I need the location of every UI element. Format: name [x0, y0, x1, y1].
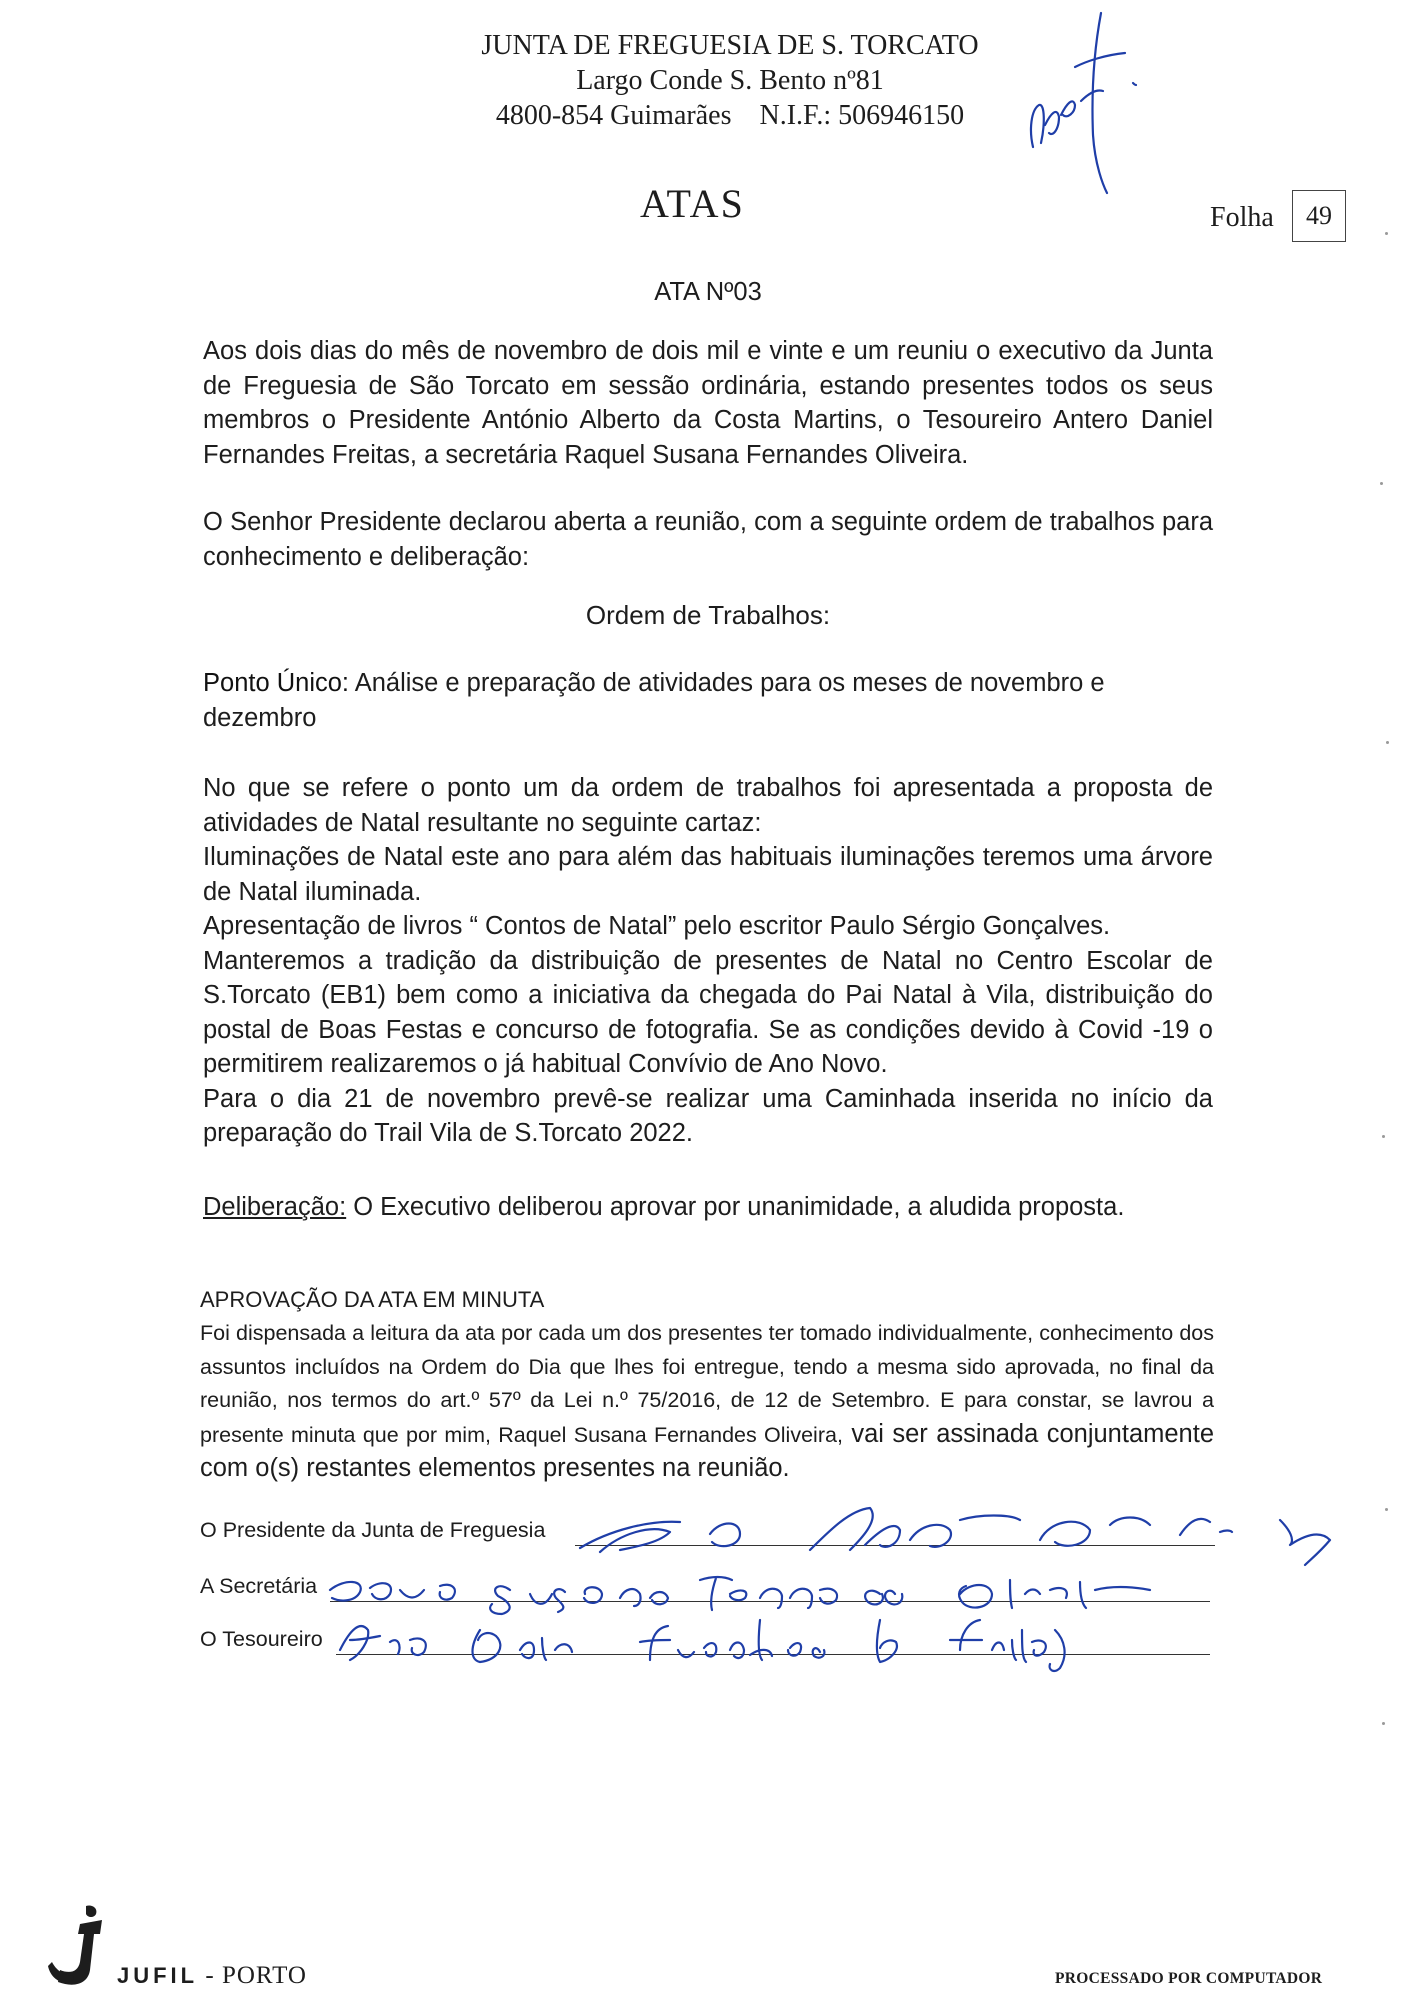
agenda-point-label: Ponto Único: [203, 669, 350, 697]
book-title: ATAS [640, 181, 745, 226]
folha-number: 49 [1292, 190, 1346, 242]
margin-speck [1382, 1722, 1385, 1725]
handwritten-signatures [320, 1490, 1360, 1680]
letterhead-city-nif: 4800-854 Guimarães N.I.F.: 506946150 [495, 100, 965, 131]
minute-number: ATA Nº03 [654, 278, 762, 306]
intro-paragraph: Aos dois dias do mês de novembro de dois mil e vinte e um reuniu o executivo da Junta de Freguesia de São Torcato em sessão ordinária, estando presentes todos os seus membros o Presidente António Alberto da Costa Martins, o Tesoureiro Antero Daniel Fernandes Freitas, a secretária Raquel Susana Fernandes Oliveira. [203, 337, 1213, 469]
margin-speck [1380, 482, 1383, 485]
discussion-paragraph: Para o dia 21 de novembro prevê-se realizar uma Caminhada inserida no início da preparação do Trail Vila de S.Torcato 2022. [203, 1084, 1213, 1147]
agenda-point [203, 666, 1123, 735]
treasurer-label: O Tesoureiro [200, 1627, 323, 1651]
folha-label: Folha [1210, 202, 1274, 233]
agenda-point-text: Análise e preparação de atividades para os meses de novembro e dezembro [203, 669, 1105, 732]
deliberation-label: Deliberação: [203, 1193, 347, 1221]
secretary-label: A Secretária [200, 1574, 318, 1598]
margin-speck [1386, 741, 1389, 744]
discussion-paragraph: No que se refere o ponto um da ordem de trabalhos foi apresentada a proposta de atividades de Natal resultante no seguinte cartaz: [203, 774, 1213, 837]
deliberation-text: O Executivo deliberou aprovar por unanimidade, a aludida proposta. [346, 1193, 1125, 1221]
margin-speck [1385, 1508, 1388, 1511]
letterhead [440, 28, 1020, 133]
agenda-title: Ordem de Trabalhos: [585, 600, 831, 630]
margin-speck [1382, 1135, 1385, 1138]
discussion-paragraph: Iluminações de Natal este ano para além das habituais iluminações teremos uma árvore de Natal iluminada. [203, 843, 1213, 906]
approval-text: Foi dispensada a leitura da ata por cada um dos presentes ter tomado individualmente, conhecimento dos assuntos incluídos na Ordem do Dia que lhes foi entregue, tendo a mesma sido aprovada, no final da reunião, nos termos do art.º 57º da Lei n.º 75/2016, de 12 de Setembro. E para constar, se lavrou a presente minuta que por mim, Raquel Susana Fernandes Oliveira, [200, 1321, 1214, 1447]
handwritten-initials [1015, 5, 1155, 195]
jufil-logo-icon [44, 1900, 114, 1990]
approval-text-tail: vai ser assinada conjuntamente com o(s) restantes elementos presentes na reunião. [200, 1419, 1214, 1482]
footer-brand-city: - PORTO [198, 1962, 307, 1989]
approval-title: APROVAÇÃO DA ATA EM MINUTA [200, 1287, 545, 1312]
approval-paragraph [200, 1317, 1214, 1487]
footer-processed: PROCESSADO POR COMPUTADOR [1055, 1970, 1323, 1987]
discussion-paragraph: Manteremos a tradição da distribuição de presentes de Natal no Centro Escolar de S.Torcato (EB1) bem como a iniciativa da chegada do Pai Natal à Vila, distribuição do postal de Boas Festas e concurso de fotografia. Se as condições devido à Covid -19 o permitirem realizaremos o já habitual Convívio de Ano Novo. [203, 946, 1213, 1078]
letterhead-name: JUNTA DE FREGUESIA DE S. TORCATO [481, 30, 979, 61]
discussion-paragraph: Apresentação de livros “ Contos de Natal” pelo escritor Paulo Sérgio Gonçalves. [203, 912, 1111, 940]
letterhead-address: Largo Conde S. Bento nº81 [576, 65, 884, 96]
opening-paragraph: O Senhor Presidente declarou aberta a reunião, com a seguinte ordem de trabalhos para conhecimento e deliberação: [203, 508, 1213, 571]
discussion-block [203, 771, 1213, 1151]
footer-brand-name: JUFIL [117, 1963, 199, 1988]
deliberation [203, 1190, 1213, 1225]
president-label: O Presidente da Junta de Freguesia [200, 1518, 546, 1542]
margin-speck [1385, 232, 1388, 235]
footer-brand [117, 1962, 307, 1990]
